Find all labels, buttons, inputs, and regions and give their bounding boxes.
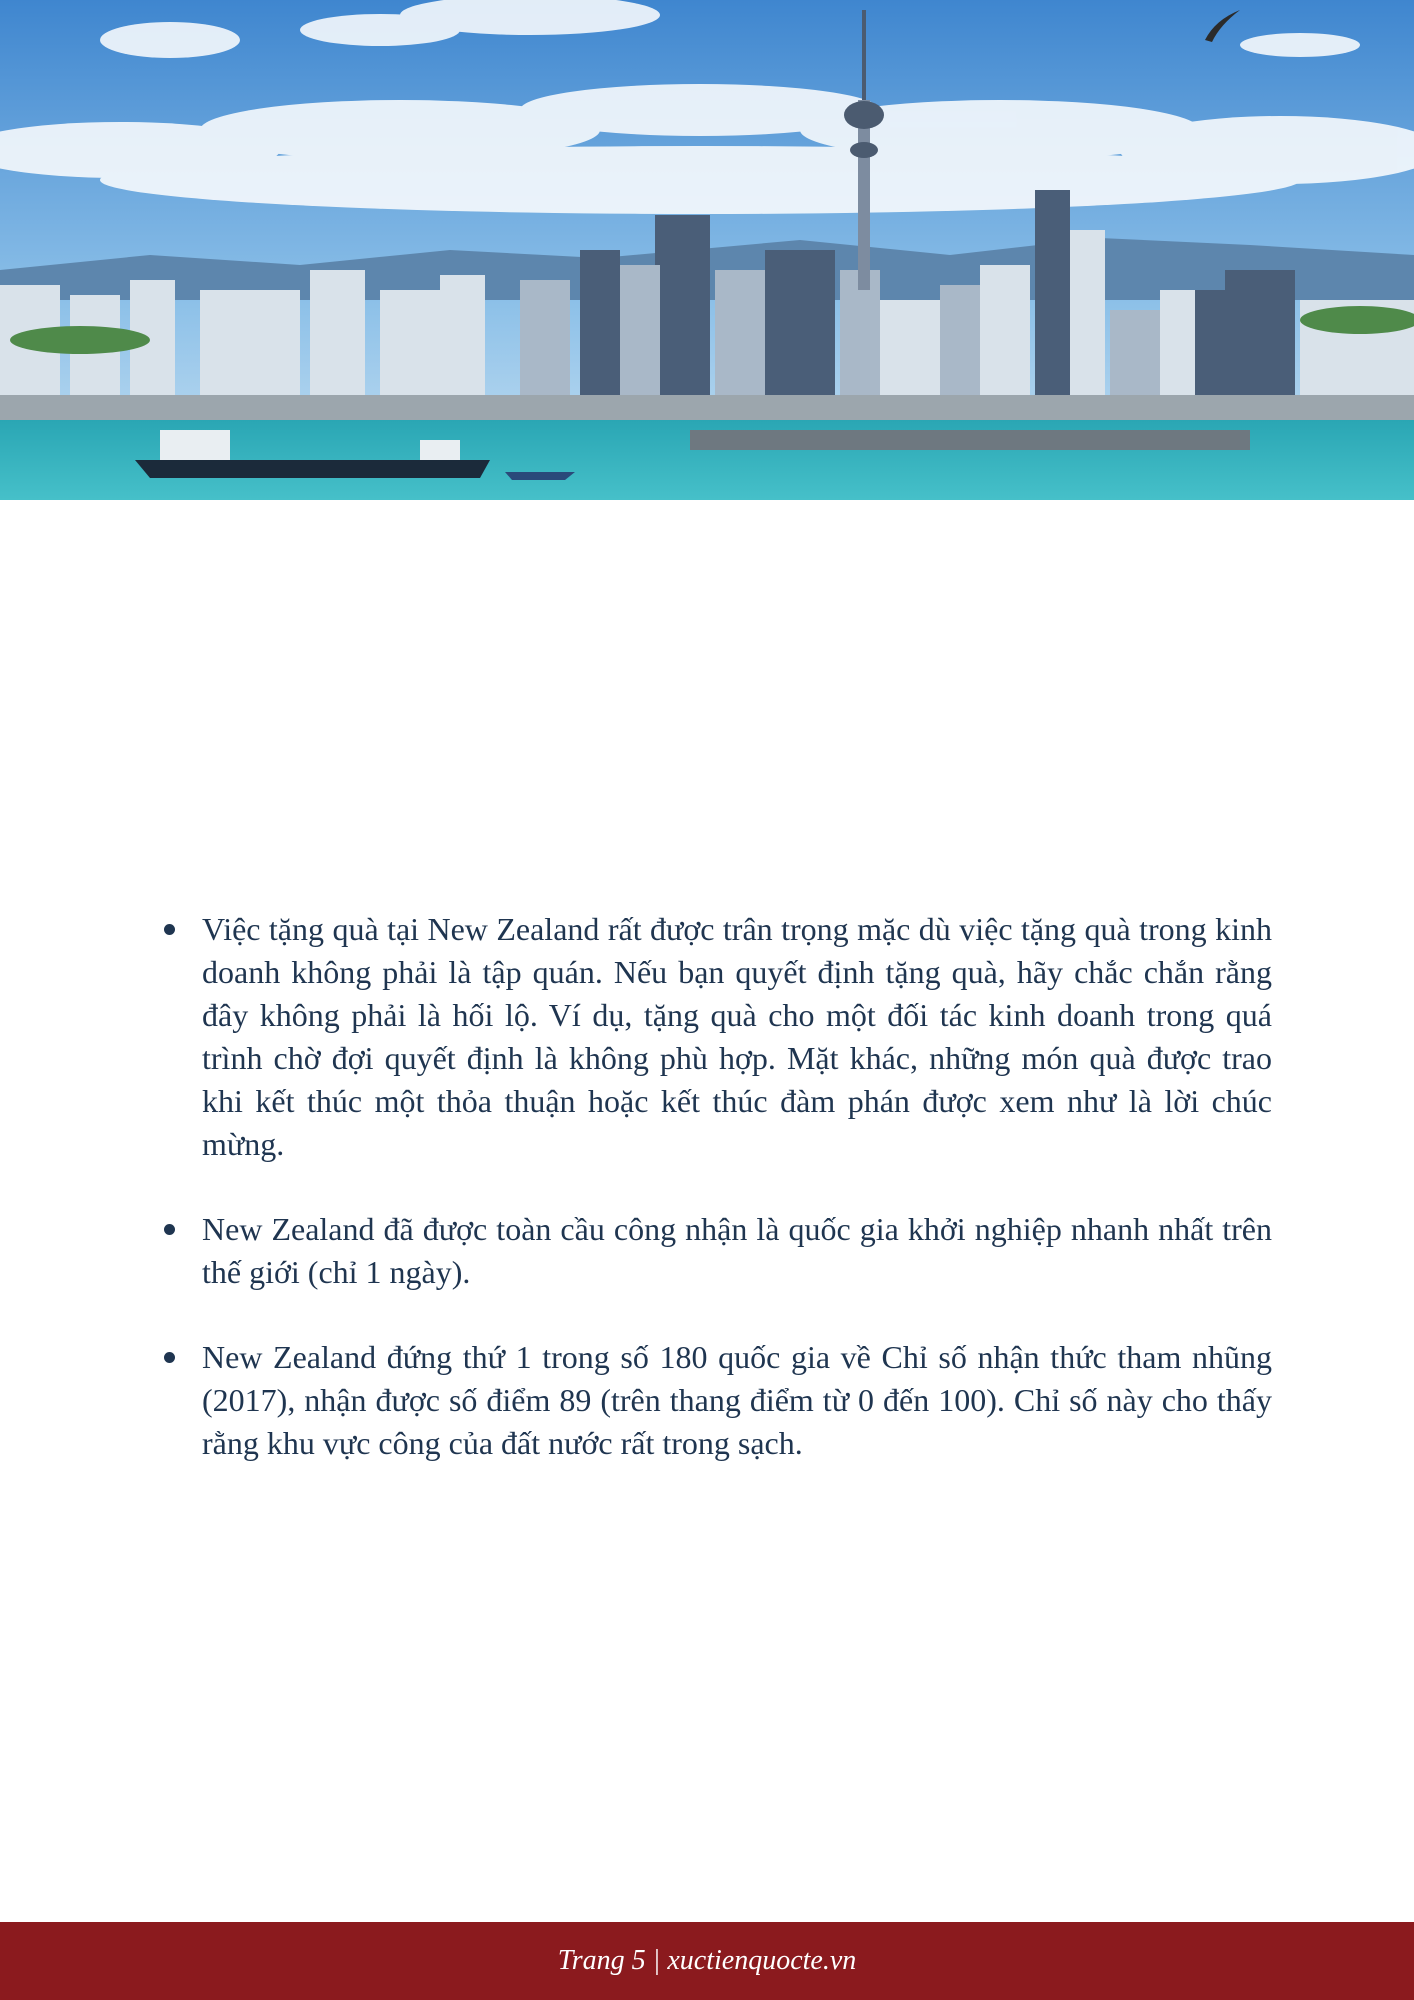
- list-item: [160, 1208, 1272, 1294]
- bullet-dot-icon: [164, 1352, 175, 1363]
- list-item: [160, 1336, 1272, 1465]
- bullet-dot-icon: [164, 1224, 175, 1235]
- bullet-dot-icon: [164, 924, 175, 935]
- bullet-list: [160, 908, 1272, 1465]
- list-item-text: Việc tặng quà tại New Zealand rất được trân trọng mặc dù việc tặng quà trong kinh doanh không phải là tập quán. Nếu bạn quyết định tặng quà, hãy chắc chắn rằng đây không phải là hối lộ. Ví dụ, tặng quà cho một đối tác kinh doanh trong quá trình chờ đợi quyết định là không phù hợp. Mặt khác, những món quà được trao khi kết thúc một thỏa thuận hoặc kết thúc đàm phán được xem như là lời chúc mừng.: [202, 911, 1272, 1162]
- main-content: [160, 908, 1272, 1507]
- list-item: [160, 908, 1272, 1166]
- skyline-header-image: [0, 0, 1414, 500]
- list-item-text: New Zealand đã được toàn cầu công nhận là quốc gia khởi nghiệp nhanh nhất trên thế giới (chỉ 1 ngày).: [202, 1211, 1272, 1290]
- footer-text: Trang 5 | xuctienquocte.vn: [557, 1945, 857, 1976]
- page-footer: [0, 1922, 1414, 2000]
- list-item-text: New Zealand đứng thứ 1 trong số 180 quốc gia về Chỉ số nhận thức tham nhũng (2017), nhận được số điểm 89 (trên thang điểm từ 0 đến 100). Chỉ số này cho thấy rằng khu vực công của đất nước rất trong sạch.: [202, 1339, 1272, 1461]
